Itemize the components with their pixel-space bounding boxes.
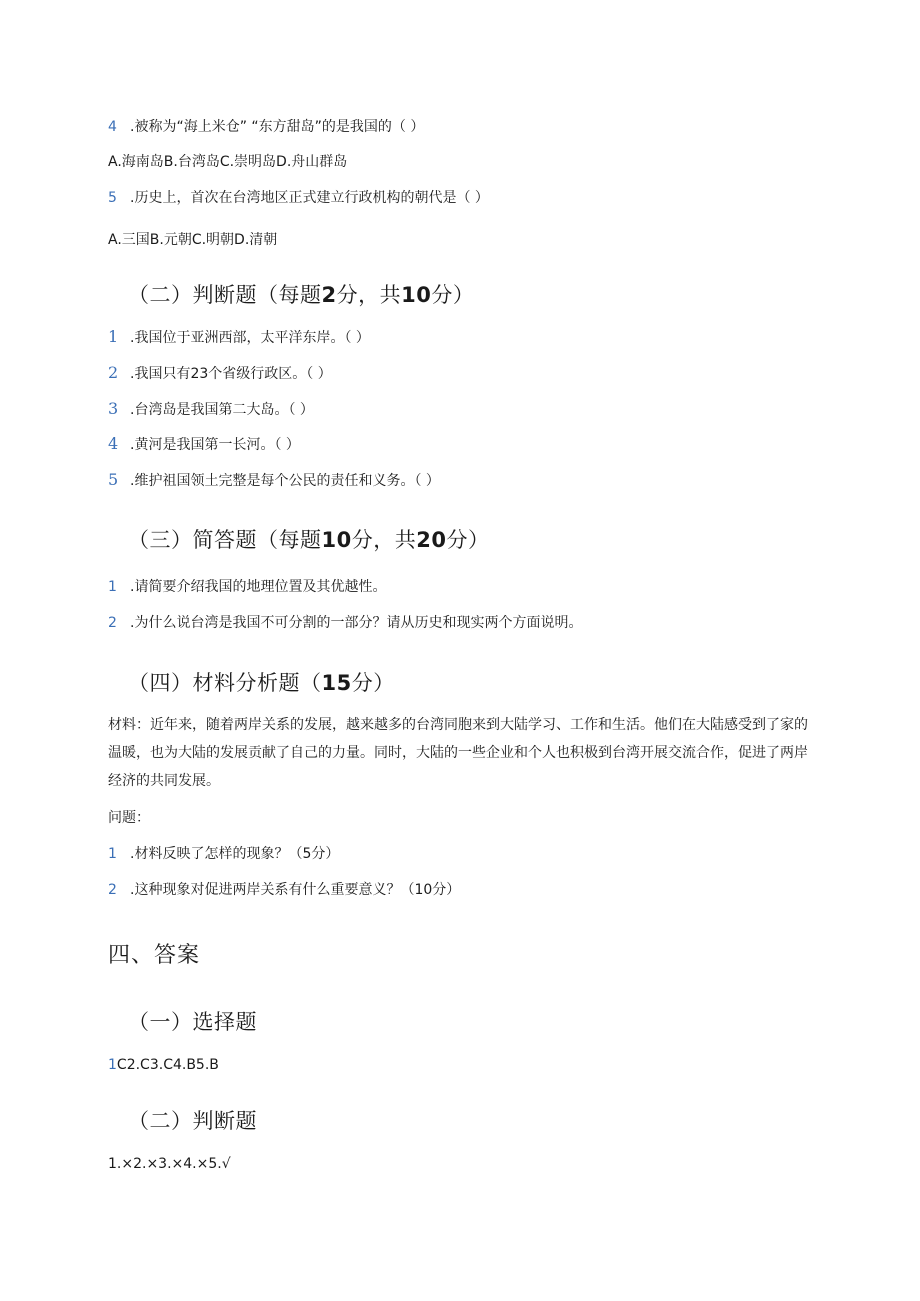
material-section-heading <box>128 669 395 697</box>
item-text: .维护祖国领土完整是每个公民的责任和义务。（ ） <box>130 473 440 489</box>
short-answer-item-2 <box>108 613 582 633</box>
answer-number: 1 <box>108 1057 117 1073</box>
heading-part: 分，共 <box>336 283 402 307</box>
heading-bold: 15 <box>321 671 352 695</box>
heading-part: 分） <box>446 528 490 552</box>
question-4 <box>108 117 424 137</box>
item-number: 3 <box>108 399 119 418</box>
short-answer-section-heading <box>128 526 489 554</box>
answers-choice-line <box>108 1055 219 1075</box>
answer-text: C2.C3.C4.B5.B <box>116 1057 219 1073</box>
heading-bold: 10 <box>321 528 352 552</box>
question-text: .被称为“海上米仓” “东方甜岛”的是我国的（ ） <box>130 119 425 135</box>
heading-part: （四）材料分析题（ <box>128 671 322 695</box>
answers-choice-heading: （一）选择题 <box>128 1010 257 1034</box>
question-4-options: A.海南岛B.台湾岛C.崇明岛D.舟山群岛 <box>108 154 348 170</box>
item-text: .我国只有23个省级行政区。（ ） <box>130 366 332 382</box>
item-text: .材料反映了怎样的现象？（5分） <box>130 846 340 862</box>
item-text: .请简要介绍我国的地理位置及其优越性。 <box>130 579 387 595</box>
heading-bold: 10 <box>401 283 432 307</box>
answers-title: 四、答案 <box>108 943 201 968</box>
judge-item-4 <box>108 434 300 455</box>
heading-bold: 2 <box>321 283 337 307</box>
question-5-options: A.三国B.元朝C.明朝D.清朝 <box>108 232 278 248</box>
heading-bold: 20 <box>416 528 447 552</box>
judge-section-heading <box>128 281 474 309</box>
item-number: 5 <box>108 470 119 489</box>
question-number: 5 <box>108 190 117 206</box>
heading-part: （三）简答题（每题 <box>128 528 322 552</box>
judge-item-5 <box>108 470 440 491</box>
material-paragraph: 材料：近年来，随着两岸关系的发展，越来越多的台湾同胞来到大陆学习、工作和生活。他们在大陆感受到了家的温暖，也为大陆的发展贡献了自己的力量。同时，大陆的一些企业和个人也积极到台湾开展交流合作，促进了两岸经济的共同发展。 <box>108 717 808 789</box>
item-text: .我国位于亚洲西部，太平洋东岸。（ ） <box>130 330 370 346</box>
judge-item-2 <box>108 363 332 384</box>
item-number: 1 <box>108 846 117 862</box>
question-5 <box>108 188 489 208</box>
item-number: 2 <box>108 882 117 898</box>
heading-part: 分，共 <box>351 528 417 552</box>
item-text: .为什么说台湾是我国不可分割的一部分？请从历史和现实两个方面说明。 <box>130 615 583 631</box>
item-text: .黄河是我国第一长河。（ ） <box>130 437 300 453</box>
material-question-1 <box>108 844 339 864</box>
item-number: 2 <box>108 615 117 631</box>
answers-judge-heading: （二）判断题 <box>128 1109 257 1133</box>
item-number: 1 <box>108 327 119 346</box>
question-number: 4 <box>108 119 117 135</box>
heading-part: 分） <box>351 671 395 695</box>
question-label: 问题： <box>108 810 150 826</box>
heading-part: （二）判断题（每题 <box>128 283 322 307</box>
judge-item-3 <box>108 399 314 420</box>
material-question-2 <box>108 880 460 900</box>
heading-part: 分） <box>431 283 475 307</box>
answers-judge-line: 1.×2.×3.×4.×5.√ <box>108 1156 231 1172</box>
item-text: .台湾岛是我国第二大岛。（ ） <box>130 402 314 418</box>
short-answer-item-1 <box>108 577 386 597</box>
item-number: 4 <box>108 434 119 453</box>
item-text: .这种现象对促进两岸关系有什么重要意义？（10分） <box>130 882 461 898</box>
item-number: 1 <box>108 579 117 595</box>
question-text: .历史上，首次在台湾地区正式建立行政机构的朝代是（ ） <box>130 190 489 206</box>
judge-item-1 <box>108 327 370 348</box>
item-number: 2 <box>108 363 119 382</box>
